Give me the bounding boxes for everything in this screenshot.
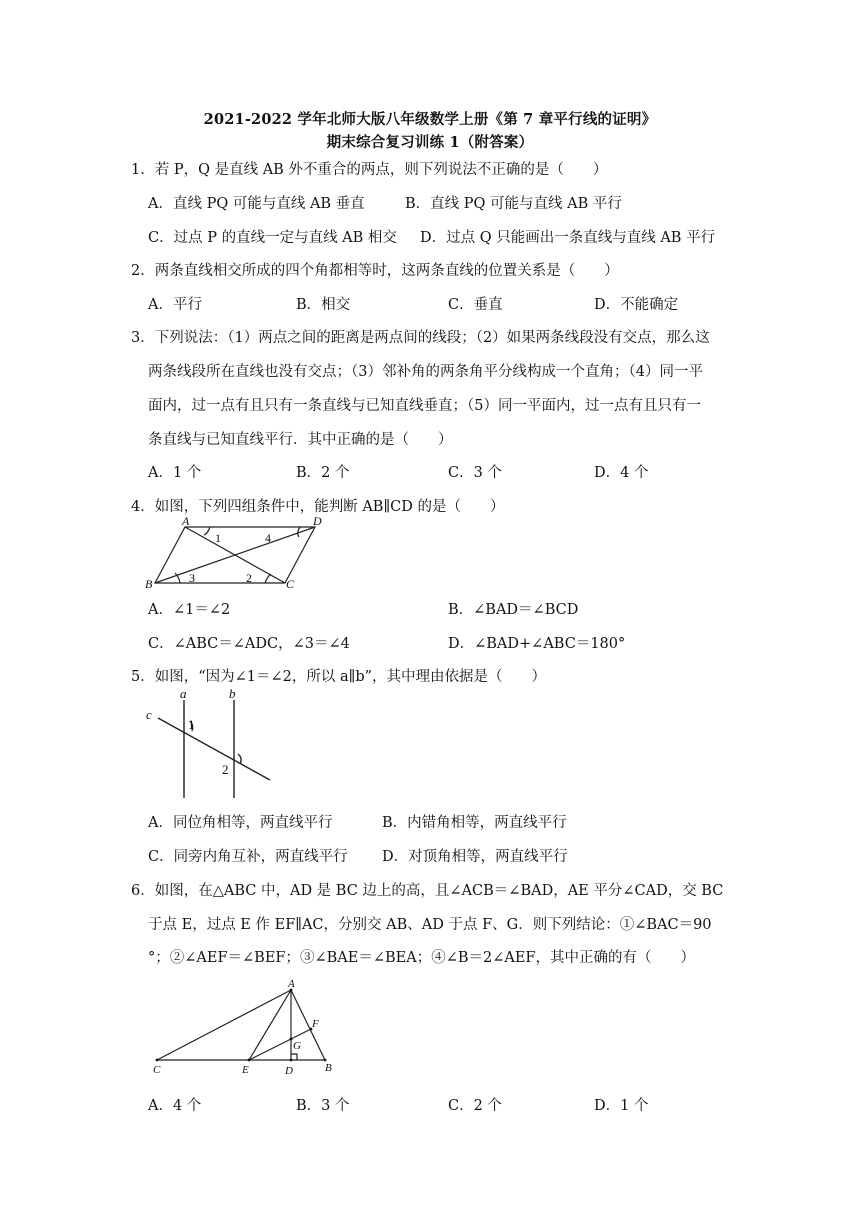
question-3-text-line2: 两条线段所在直线也没有交点；（3）邻补角的两条角平分线构成一个直角；（4）同一平 [148,364,703,380]
q6-label-b: B [325,1062,332,1074]
question-2-option-a: A．平行 [148,297,202,313]
q4-angle-1: 1 [215,531,221,545]
document-title-line1: 2021-2022 学年北师大版八年级数学上册《第 7 章平行线的证明》 [203,111,657,128]
q4-angle-4: 4 [265,531,271,545]
q4-label-d: D [313,515,322,528]
q6-label-e: E [242,1064,249,1075]
question-4-option-b: B．∠BAD＝∠BCD [448,602,579,618]
q5-angle-1: 1 [188,717,195,732]
question-5-option-d: D．对顶角相等，两直线平行 [382,849,568,865]
question-1-option-d: D．过点 Q 只能画出一条直线与直线 AB 平行 [420,230,716,246]
question-5-text: 5．如图，“因为∠1＝∠2，所以 a∥b”，其中理由依据是（ ） [131,669,547,685]
question-2-text: 2．两条直线相交所成的四个角都相等时，这两条直线的位置关系是（ ） [131,263,619,279]
q5-label-a: a [180,686,187,701]
question-4-text: 4．如图，下列四组条件中，能判断 AB∥CD 的是（ ） [131,499,505,515]
question-5-figure [140,686,280,801]
question-6-option-b: B．3 个 [296,1098,350,1114]
q6-label-c: C [153,1064,161,1075]
question-1-text: 1．若 P，Q 是直线 AB 外不重合的两点，则下列说法不正确的是（ ） [131,162,608,178]
question-2-option-d: D．不能确定 [594,297,679,313]
q4-label-c: C [286,577,295,591]
question-4-option-a: A．∠1＝∠2 [148,602,231,618]
q4-angle-3: 3 [189,571,195,585]
question-6-figure [145,975,345,1075]
question-5-option-a: A．同位角相等，两直线平行 [148,815,333,831]
q4-label-b: B [145,577,153,591]
question-5-option-c: C．同旁内角互补，两直线平行 [148,849,348,865]
question-6-text-line1: 6．如图，在△ABC 中，AD 是 BC 边上的高，且∠ACB＝∠BAD，AE 平分∠CAD，交 BC [131,883,724,899]
question-2-option-b: B．相交 [296,297,351,313]
q5-label-b: b [229,686,236,701]
question-3-option-c: C．3 个 [448,465,502,481]
question-5-option-b: B．内错角相等，两直线平行 [382,815,567,831]
question-4-figure [140,515,340,595]
question-1-option-a: A．直线 PQ 可能与直线 AB 垂直 [148,196,365,212]
document-title-line2: 期末综合复习训练 1（附答案） [326,134,534,151]
q6-label-a: A [288,978,295,990]
q4-angle-2: 2 [246,571,252,585]
question-6-option-a: A．4 个 [148,1098,202,1114]
question-4-option-c: C．∠ABC＝∠ADC，∠3＝∠4 [148,636,350,652]
question-3-option-b: B．2 个 [296,465,350,481]
q5-angle-2: 2 [222,762,229,777]
question-1-option-b: B．直线 PQ 可能与直线 AB 平行 [405,196,622,212]
question-6-text-line2: 于点 E，过点 E 作 EF∥AC，分别交 AB、AD 于点 F、G．则下列结论：①∠BAC＝90 [148,917,712,933]
question-3-text-line3: 面内，过一点有且只有一条直线与已知直线垂直；（5）同一平面内，过一点有且只有一 [148,398,701,414]
q6-label-f: F [312,1018,319,1030]
question-3-text-line1: 3．下列说法：（1）两点之间的距离是两点间的线段；（2）如果两条线段没有交点，那么这 [131,330,710,346]
question-1-option-c: C．过点 P 的直线一定与直线 AB 相交 [148,230,397,246]
q6-label-g: G [293,1040,301,1052]
question-4-option-d: D．∠BAD+∠ABC＝180° [448,636,626,652]
question-3-text-line4: 条直线与已知直线平行．其中正确的是（ ） [148,432,453,448]
q5-label-c: c [146,707,152,722]
q4-label-a: A [182,515,190,528]
question-6-option-d: D．1 个 [594,1098,649,1114]
question-6-text-line3: °；②∠AEF＝∠BEF；③∠BAE＝∠BEA；④∠B＝2∠AEF，其中正确的有（ ） [148,950,695,966]
question-3-option-a: A．1 个 [148,465,202,481]
question-6-option-c: C．2 个 [448,1098,502,1114]
q6-label-d: D [285,1065,293,1075]
question-2-option-c: C．垂直 [448,297,503,313]
question-3-option-d: D．4 个 [594,465,649,481]
